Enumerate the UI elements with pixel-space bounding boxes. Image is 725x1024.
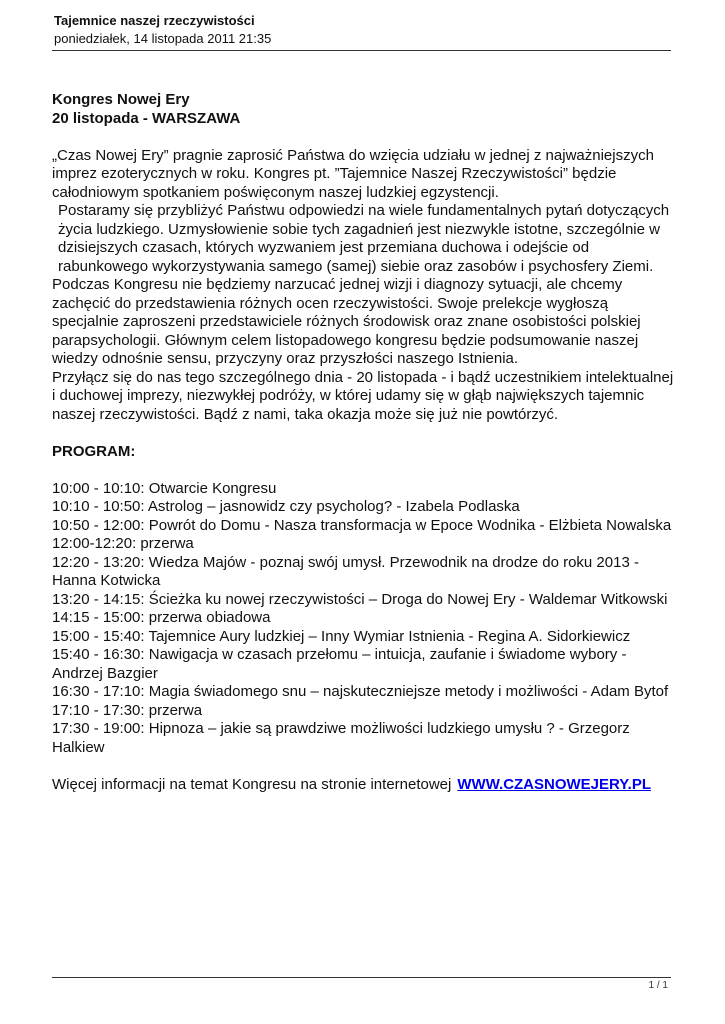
- footer-divider: [52, 977, 671, 978]
- article-paragraph-1: „Czas Nowej Ery” pragnie zaprosić Państwa do wzięcia udziału w jednej z najważniejszych imprez ezoterycznych w roku. Kongres pt. ”Tajemnice Naszej Rzeczywistości” będzie całodniowym spotkaniem poświęconym naszej ludzkiej egzystencji.: [52, 146, 654, 201]
- page-number: 1 / 1: [648, 980, 668, 991]
- program-item: 15:40 - 16:30: Nawigacja w czasach przełomu – intuicja, zaufanie i świadome wybory - Andrzej Bazgier: [52, 646, 627, 682]
- website-link[interactable]: WWW.CZASNOWEJERY.PL: [457, 775, 651, 793]
- article-paragraph-2: Postaramy się przybliżyć Państwu odpowiedzi na wiele fundamentalnych pytań dotyczących życia ludzkiego. Uzmysłowienie sobie tych zagadnień jest niezwykle istotne, szczególnie w dzisiejszych czasach, których wyzwaniem jest przemiana duchowa i odejście od rabunkowego wykorzystywania samego (samej) siebie oraz zasobów i psychosfery Ziemi.: [58, 202, 670, 275]
- program-item: 13:20 - 14:15: Ścieżka ku nowej rzeczywistości – Droga do Nowej Ery - Waldemar Witkowski: [52, 590, 668, 608]
- program-item: 12:00-12:20: przerwa: [52, 535, 194, 552]
- program-item: 10:00 - 10:10: Otwarcie Kongresu: [52, 479, 277, 497]
- article-heading-line1: Kongres Nowej Ery: [52, 91, 190, 108]
- article-paragraph-3: Podczas Kongresu nie będziemy narzucać jednej wizji i diagnozy sytuacji, ale chcemy zachęcić do przedstawienia różnych ocen rzeczywistości. Swoje prelekcje wygłoszą specjalnie zaproszeni przedstawiciele różnych środowisk oraz znane osobistości polskiej parapsychologii. Głównym celem listopadowego kongresu będzie podsumowanie naszej wiedzy odnośnie sensu, przyczyny oraz przyszłości naszego Istnienia.: [52, 276, 641, 367]
- program-item: 10:50 - 12:00: Powrót do Domu - Nasza transformacja w Epoce Wodnika - Elżbieta Nowalska: [52, 516, 672, 534]
- program-heading: PROGRAM:: [52, 442, 136, 460]
- program-item: 15:00 - 15:40: Tajemnice Aury ludzkiej – Inny Wymiar Istnienia - Regina A. Sidorkiewicz: [52, 627, 631, 645]
- program-list: [52, 480, 677, 758]
- more-info-row: [52, 776, 677, 795]
- article-body: [52, 91, 677, 794]
- document-header-title: Tajemnice naszej rzeczywistości: [54, 13, 255, 28]
- document-header-date: poniedziałek, 14 listopada 2011 21:35: [54, 31, 272, 46]
- more-info-text: Więcej informacji na temat Kongresu na stronie internetowej: [52, 775, 452, 793]
- program-item: 10:10 - 10:50: Astrolog – jasnowidz czy psycholog? - Izabela Podlaska: [52, 498, 520, 515]
- article-paragraph-4: Przyłącz się do nas tego szczególnego dnia - 20 listopada - i bądź uczestnikiem intelektualnej i duchowej imprezy, niezwykłej podróży, w której udamy się w głąb największych tajemnic naszej rzeczywistości. Bądź z nami, taka okazja może się już nie powtórzyć.: [52, 368, 674, 423]
- program-item: 16:30 - 17:10: Magia świadomego snu – najskuteczniejsze metody i możliwości - Adam Bytof: [52, 683, 669, 700]
- program-item: 17:10 - 17:30: przerwa: [52, 701, 203, 719]
- program-item: 12:20 - 13:20: Wiedza Majów - poznaj swój umysł. Przewodnik na drodze do roku 2013 - Hanna Kotwicka: [52, 553, 639, 589]
- program-item: 17:30 - 19:00: Hipnoza – jakie są prawdziwe możliwości ludzkiego umysłu ? - Grzegorz Halkiew: [52, 720, 630, 756]
- article-heading-line2: 20 listopada - WARSZAWA: [52, 109, 241, 127]
- header-divider: [52, 50, 671, 51]
- program-item: 14:15 - 15:00: przerwa obiadowa: [52, 609, 271, 626]
